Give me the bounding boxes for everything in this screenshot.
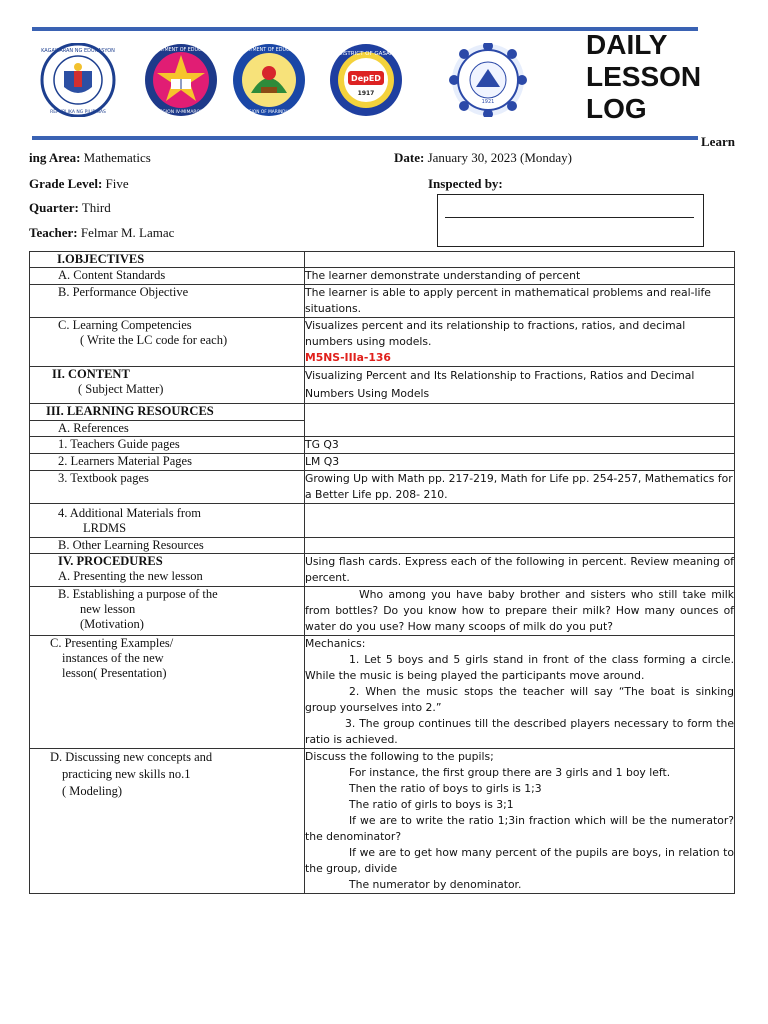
grade-level-label: Grade Level: [29,176,103,191]
table-row [30,454,735,471]
lc-code: M5NS-IIIa-136 [305,351,391,364]
presentation-label: lesson( Presentation) [62,666,167,680]
learning-area-value: Mathematics [83,150,151,165]
quarter-field [29,200,111,216]
table-row [30,404,735,421]
learn-fragment: Learn [701,134,735,149]
presenting-examples-cell [305,636,735,749]
daily-lesson-log-title [586,29,701,125]
practicing-skills-label: practicing new skills no.1 [62,767,191,781]
grade-level-field [29,176,129,192]
title-line-1: DAILY [586,29,668,60]
table-row [30,437,735,454]
discussing-concepts-label: D. Discussing new concepts and [50,750,213,764]
table-row [30,318,735,367]
learners-material-label: 2. Learners Material Pages [58,454,192,468]
deped-region-iv-mimaropa-seal-icon [133,43,229,117]
table-row [30,367,735,404]
table-row [30,268,735,285]
mechanics-step-2: 2. When the music stops the teacher will say “The boat is sinking group yourselves into 2.” [305,685,734,714]
lc-code-instruction: ( Write the LC code for each) [80,333,228,347]
title-line-3: LOG [586,93,647,124]
quarter-value: Third [81,200,111,215]
teacher-label: Teacher: [29,225,78,240]
new-lesson-label: new lesson [80,602,136,616]
inspected-by-text: Inspected by: [428,176,503,191]
learning-competencies-label: C. Learning Competencies [58,318,192,332]
learning-resources-heading-cell [30,404,305,421]
svg-text:KAGAWARAN NG EDUKASYON: KAGAWARAN NG EDUKASYON [41,48,115,54]
learning-competencies-cell [305,318,735,367]
date-field [394,150,572,166]
references-label-cell [30,421,305,437]
signature-line [445,217,694,218]
textbook-value: Growing Up with Math pp. 217-219, Math for Life pp. 254-257, Mathematics for a Better Life pp. 208- 210. [305,471,735,504]
discuss-line-5: If we are to get how many percent of the pupils are boys, in relation to the group, divide [305,846,734,875]
instances-label: instances of the new [62,651,164,665]
additional-materials-label: 4. Additional Materials from [58,506,202,520]
performance-objective-label-cell [30,285,305,318]
inspected-by-label [428,176,503,192]
deped-division-of-marinduque-seal-icon [221,43,317,117]
learning-area-label: ing Area: [29,150,81,165]
teachers-guide-label: 1. Teachers Guide pages [58,437,180,451]
title-line-2: LESSON [586,61,702,92]
mechanics-step-3: 3. The group continues till the described players necessary to form the ratio is achieved. [305,717,734,746]
learning-competencies-value: Visualizes percent and its relationship to fractions, ratios, and decimal numbers using models. [305,319,686,348]
mechanics-label: Mechanics: [305,637,366,650]
teacher-field [29,225,174,241]
svg-text:1921: 1921 [481,99,495,105]
table-row [30,504,735,538]
other-resources-label: B. Other Learning Resources [58,538,204,552]
svg-text:DIVISION OF MARINDUQUE: DIVISION OF MARINDUQUE [240,110,298,115]
establishing-purpose-value: Who among you have baby brother and sisters who still take milk from bottles? Do you know how to prepare their milk? How many ounces of water do you use? How many scoops of milk do you put? [305,587,735,636]
quarter-label: Quarter: [29,200,79,215]
discussing-concepts-label-cell [30,749,305,894]
svg-text:DEPARTMENT OF EDUCATION: DEPARTMENT OF EDUCATION [146,48,216,53]
references-label: A. References [58,421,129,435]
table-row [30,554,735,587]
empty-cell [305,404,735,437]
establishing-purpose-label-cell [30,587,305,636]
teachers-guide-label-cell [30,437,305,454]
district-of-gasan-seal-icon [318,43,414,117]
svg-text:DEPARTMENT OF EDUCATION: DEPARTMENT OF EDUCATION [234,48,304,53]
textbook-label-cell [30,471,305,504]
table-row [30,587,735,636]
establishing-purpose-label: B. Establishing a purpose of the [58,587,218,601]
discuss-intro: Discuss the following to the pupils; [305,750,494,763]
table-row [30,285,735,318]
performance-objective-value: The learner is able to apply percent in mathematical problems and real-life situations. [305,285,735,318]
teachers-guide-value: TG Q3 [305,437,735,454]
table-row [30,471,735,504]
table-row [30,636,735,749]
presenting-new-lesson-value: Using flash cards. Express each of the following in percent. Review meaning of percent. [305,554,735,587]
svg-text:REGION IV-MIMAROPA: REGION IV-MIMAROPA [156,110,206,115]
modeling-label: ( Modeling) [62,784,123,798]
inspection-signature-box [437,194,704,247]
discuss-line-1: For instance, the first group there are 3 girls and 1 boy left. [349,766,671,779]
mechanics-step-1: 1. Let 5 boys and 5 girls stand in front of the class forming a circle. While the music is being played the participants move around. [305,653,734,682]
additional-materials-label-cell [30,504,305,538]
procedures-cell [30,554,305,587]
kagawaran-ng-edukasyon-seal-icon [30,43,126,117]
presenting-new-lesson-label: A. Presenting the new lesson [58,569,203,583]
teacher-value: Felmar M. Lamac [80,225,175,240]
lrdms-label: LRDMS [83,521,127,535]
learning-area-field [29,150,151,166]
learners-material-value: LM Q3 [305,454,735,471]
motivation-label: (Motivation) [80,617,144,631]
presenting-examples-label-cell [30,636,305,749]
empty-cell [305,252,735,268]
grade-level-value: Five [105,176,129,191]
procedures-heading: IV. PROCEDURES [58,554,163,568]
table-row [30,252,735,268]
discuss-line-3: The ratio of girls to boys is 3;1 [349,798,514,811]
empty-cell [305,504,735,538]
discuss-line-2: Then the ratio of boys to girls is 1;3 [349,782,542,795]
content-value: Visualizing Percent and Its Relationship to Fractions, Ratios and Decimal Numbers Using Models [305,367,735,404]
content-label-cell [30,367,305,404]
discuss-line-6: The numerator by denominator. [349,878,522,891]
table-row [30,749,735,894]
svg-text:DepED: DepED [351,74,381,83]
date-value: January 30, 2023 (Monday) [427,150,572,165]
performance-objective-label: B. Performance Objective [58,285,189,299]
lesson-log-table [29,251,735,894]
content-standards-label: A. Content Standards [58,268,166,282]
dangbang-elementary-school-seal-icon [440,43,536,117]
date-label: Date: [394,150,425,165]
content-standards-value: The learner demonstrate understanding of percent [305,268,735,285]
textbook-label: 3. Textbook pages [58,471,149,485]
objectives-heading-cell [30,252,305,268]
other-resources-label-cell [30,538,305,554]
content-heading: II. CONTENT [52,367,130,381]
learners-material-label-cell [30,454,305,471]
discussing-concepts-cell [305,749,735,894]
discuss-line-4: If we are to write the ratio 1;3in fraction which will be the numerator? the denominator? [305,814,734,843]
learning-resources-heading: III. LEARNING RESOURCES [46,404,214,418]
header-bottom-rule [32,136,698,140]
svg-text:1917: 1917 [357,90,375,97]
objectives-heading: I.OBJECTIVES [57,252,145,266]
learning-competencies-label-cell [30,318,305,367]
subject-matter-label: ( Subject Matter) [78,382,164,396]
table-row [30,538,735,554]
empty-cell [305,538,735,554]
presenting-examples-label: C. Presenting Examples/ [50,636,174,650]
svg-text:DISTRICT OF GASAN: DISTRICT OF GASAN [338,51,394,57]
svg-text:REPUBLIKA NG PILIPINAS: REPUBLIKA NG PILIPINAS [50,110,106,115]
content-standards-label-cell [30,268,305,285]
